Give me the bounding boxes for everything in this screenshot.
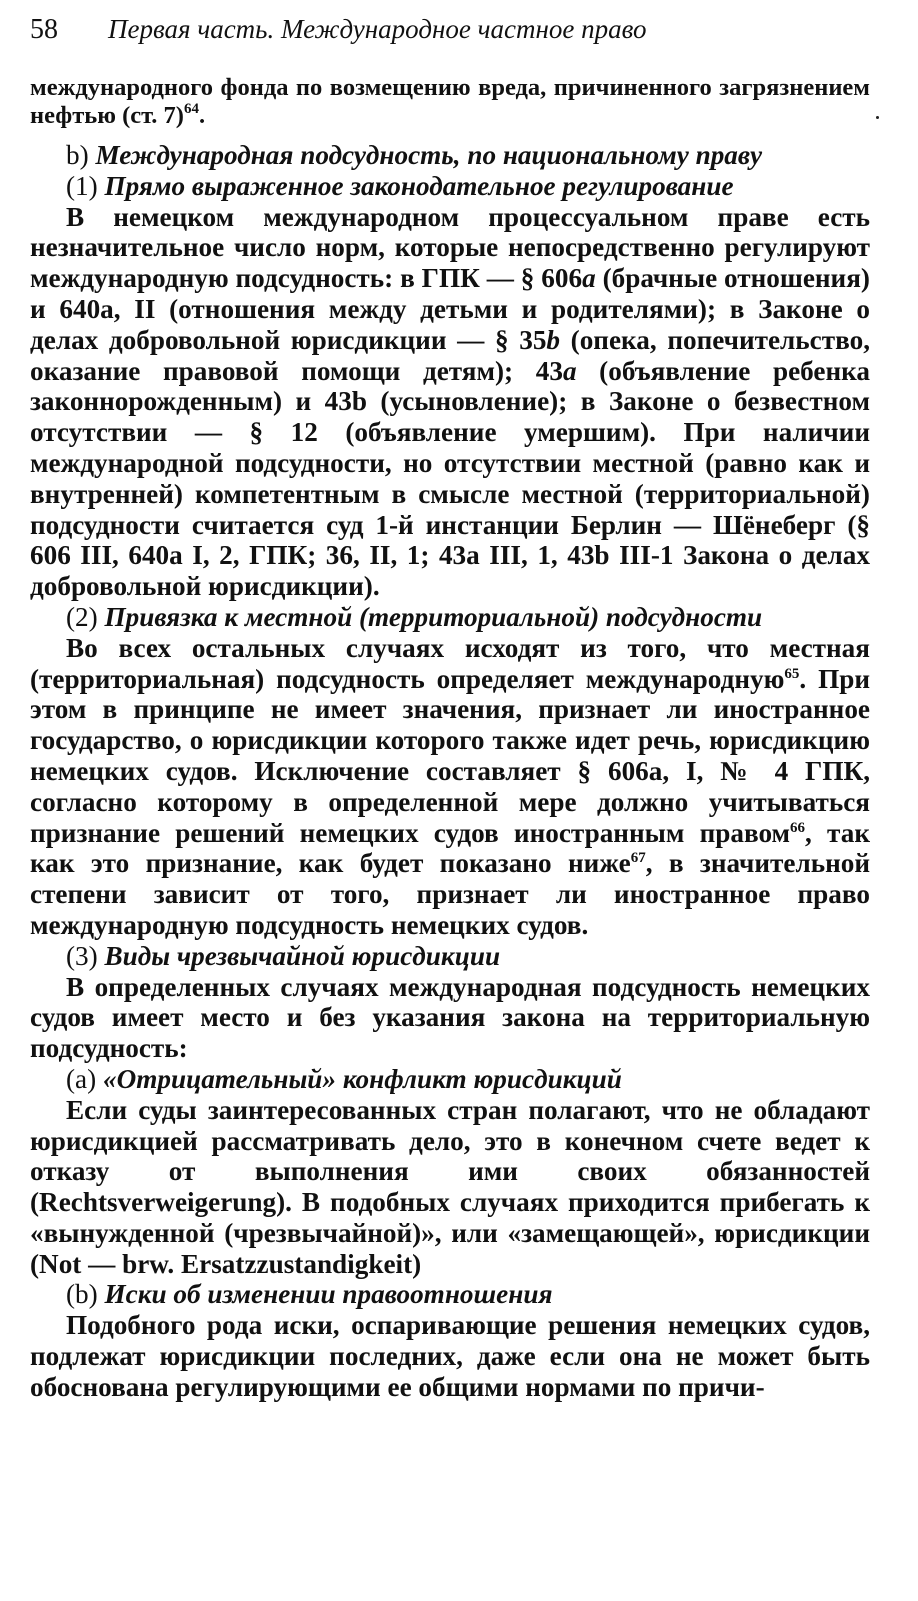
heading-marker: (2): [66, 601, 98, 632]
heading-text: Иски об изменении правоотношения: [104, 1279, 553, 1310]
heading-text: Привязка к местной (территориальной) подсудности: [104, 601, 763, 632]
heading-marker: (b): [66, 1279, 98, 1310]
body-paragraph: Если суды заинтересованных стран полагают, что не обладают юрисдикцией рассматривать дело, это в конечном счете ведет к отказу от выполнения ими своих обязанностей (Rechtsverweigerung). В подобных случаях приходится прибегать к «вынужденной (чрезвычайной)», или «замещающей», юрисдикции (Not — brw. Ersatzzustandigkeit): [30, 1094, 870, 1279]
heading-marker: (3): [66, 940, 98, 971]
footnote-ref: 64: [183, 101, 199, 117]
footnote-ref: 65: [784, 665, 800, 682]
body-paragraph: В определенных случаях международная подсудность немецких судов имеет место и без указания закона на территориальную подсудность:: [30, 971, 870, 1064]
subsection-heading-a: [30, 1064, 870, 1095]
heading-marker: (1): [66, 170, 98, 201]
paragraph-text: (опека, попечительство, оказание правовой помощи детям); 43: [30, 324, 870, 386]
page-header: [30, 14, 870, 56]
running-title: Первая часть. Международное частное право: [108, 14, 647, 44]
paragraph-text: Во всех остальных случаях исходят из того, что местная (территориальная) подсудность определяет международную: [30, 632, 870, 694]
footnote-ref: 67: [630, 850, 646, 867]
italic-letter: a: [562, 355, 577, 386]
footnote-ref: 66: [790, 819, 806, 836]
subsection-heading-3: [30, 941, 870, 972]
heading-text: Виды чрезвычайной юрисдикции: [104, 940, 501, 971]
body-paragraph: Подобного рода иски, оспаривающие решения немецких судов, подлежат юрисдикции последних, даже если она не может быть обоснована регулирующими ее общими нормами по причи-: [30, 1310, 870, 1402]
heading-marker: (a): [66, 1063, 97, 1094]
paragraph-text: , так как это признание, как будет показано ниже: [30, 817, 870, 879]
continued-paragraph: [30, 74, 870, 130]
paragraph-text: (объявление ребенка законнорожденным) и 43b (усыновление); в Законе о безвестном отсутствии — § 12 (объявление умершим). При наличии международной подсудности, но отсутствии местной (равно как и внутренней) компетентным в смысле местной (территориальной) подсудности считается суд 1-й инстанции Берлин — Шёнеберг (§ 606 III, 640a I, 2, ГПК; 36, II, 1; 43a III, 1, 43b III-1 Закона о делах добровольной юрисдикции).: [30, 355, 870, 602]
subsection-heading-1: [30, 171, 870, 202]
section-heading-b: [30, 140, 870, 171]
paragraph-text: международного фонда по возмещению вреда, причиненного загрязнением нефтью (ст. 7): [30, 74, 870, 129]
body-paragraph: [30, 202, 870, 602]
heading-text: Прямо выраженное законодательное регулирование: [104, 170, 734, 201]
scan-speck: [876, 116, 879, 119]
subsection-heading-2: [30, 602, 870, 633]
italic-letter: a: [582, 263, 596, 294]
italic-letter: b: [546, 324, 561, 355]
page-number: 58: [30, 14, 58, 45]
paragraph-text: (брачные отношения) и 640a, II (отношения между детьми и родителями); в Законе о делах добровольной юрисдикции — § 35: [30, 263, 870, 355]
paragraph-text: .: [198, 102, 206, 129]
paragraph-text: В немецком международном процессуальном праве есть незначительное число норм, которые непосредственно регулируют международную подсудность: в ГПК — § 606: [30, 201, 870, 294]
heading-text: Международная подсудность, по национальному праву: [95, 140, 763, 170]
paragraph-text: , в значительной степени зависит от того, признает ли иностранное право международную подсудность немецких судов.: [30, 848, 871, 940]
paragraph-text: . При этом в принципе не имеет значения, признает ли иностранное государство, о юрисдикции которого также идет речь, юрисдикцию немецких судов. Исключение составляет § 606a, I, № 4 ГПК, согласно которому в определенной мере должно учитываться признание решений немецких судов иностранным правом: [30, 663, 871, 848]
body-paragraph: [30, 633, 870, 941]
heading-text: «Отрицательный» конфликт юрисдикций: [102, 1063, 622, 1094]
book-page: [30, 14, 870, 1403]
subsection-heading-b: [30, 1279, 870, 1310]
heading-marker: b): [66, 140, 89, 170]
